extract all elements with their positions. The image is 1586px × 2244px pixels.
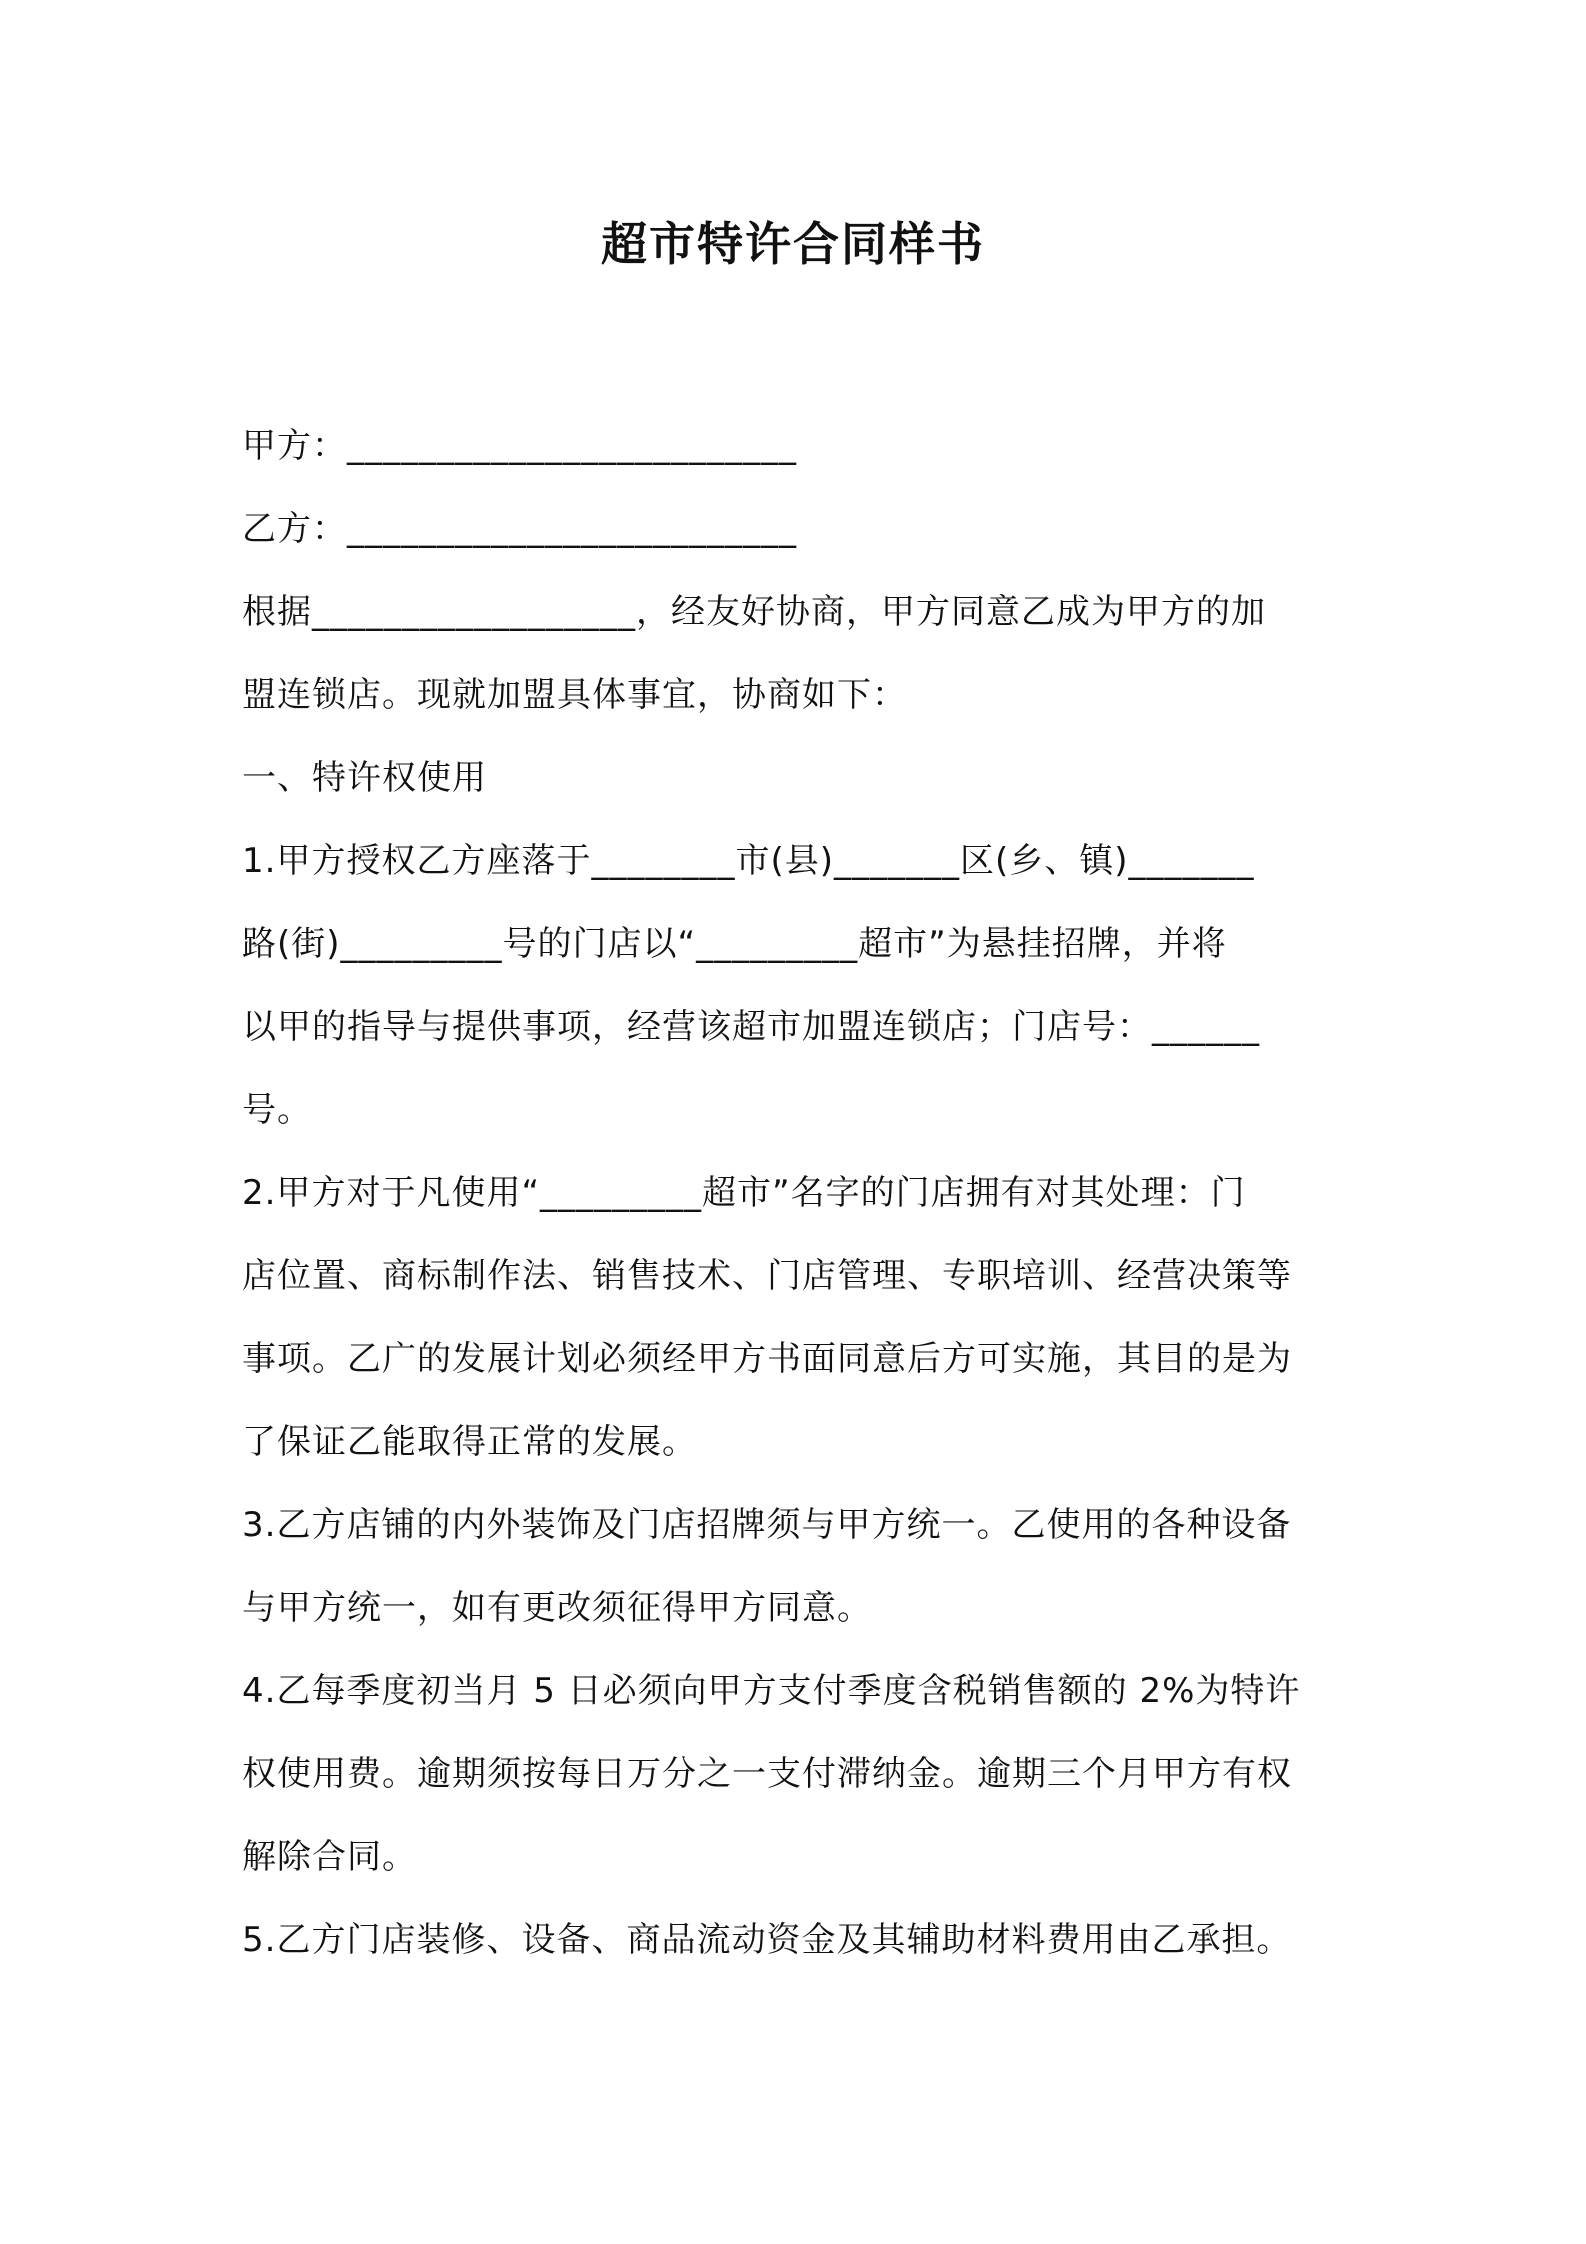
clause-1-line: 路(街)_________号的门店以“_________超市”为悬挂招牌，并将 bbox=[242, 924, 1227, 964]
clause-3-line: 3.乙方店铺的内外装饰及门店招牌须与甲方统一。乙使用的各种设备 bbox=[242, 1505, 1292, 1545]
document-title: 超市特许合同样书 bbox=[601, 217, 985, 271]
clause-4-line: 解除合同。 bbox=[242, 1837, 417, 1877]
clause-2-line: 事项。乙广的发展计划必须经甲方书面同意后方可实施，其目的是为 bbox=[242, 1339, 1292, 1379]
clause-5-line: 5.乙方门店装修、设备、商品流动资金及其辅助材料费用由乙承担。 bbox=[242, 1920, 1292, 1960]
clause-4-line: 权使用费。逾期须按每日万分之一支付滞纳金。逾期三个月甲方有权 bbox=[242, 1754, 1292, 1794]
clause-4-line: 4.乙每季度初当月 5 日必须向甲方支付季度含税销售额的 2%为特许 bbox=[242, 1671, 1301, 1711]
clause-1-line: 1.甲方授权乙方座落于________市(县)_______区(乡、镇)_______ bbox=[242, 841, 1255, 881]
clause-2-line: 了保证乙能取得正常的发展。 bbox=[242, 1422, 697, 1462]
party-b-line: 乙方：_________________________ bbox=[242, 509, 797, 549]
clause-3-line: 与甲方统一，如有更改须征得甲方同意。 bbox=[242, 1588, 872, 1628]
party-a-line: 甲方：_________________________ bbox=[242, 426, 797, 466]
section-heading: 一、特许权使用 bbox=[242, 758, 487, 798]
preamble-line: 盟连锁店。现就加盟具体事宜，协商如下： bbox=[242, 675, 907, 715]
clause-1-line: 以甲的指导与提供事项，经营该超市加盟连锁店；门店号：______ bbox=[242, 1007, 1260, 1047]
clause-1-line: 号。 bbox=[242, 1090, 312, 1130]
clause-2-line: 2.甲方对于凡使用“_________超市”名字的门店拥有对其处理：门 bbox=[242, 1173, 1246, 1213]
document-body bbox=[242, 405, 1362, 1982]
preamble-line: 根据__________________，经友好协商，甲方同意乙成为甲方的加 bbox=[242, 592, 1266, 632]
clause-2-line: 店位置、商标制作法、销售技术、门店管理、专职培训、经营决策等 bbox=[242, 1256, 1292, 1296]
